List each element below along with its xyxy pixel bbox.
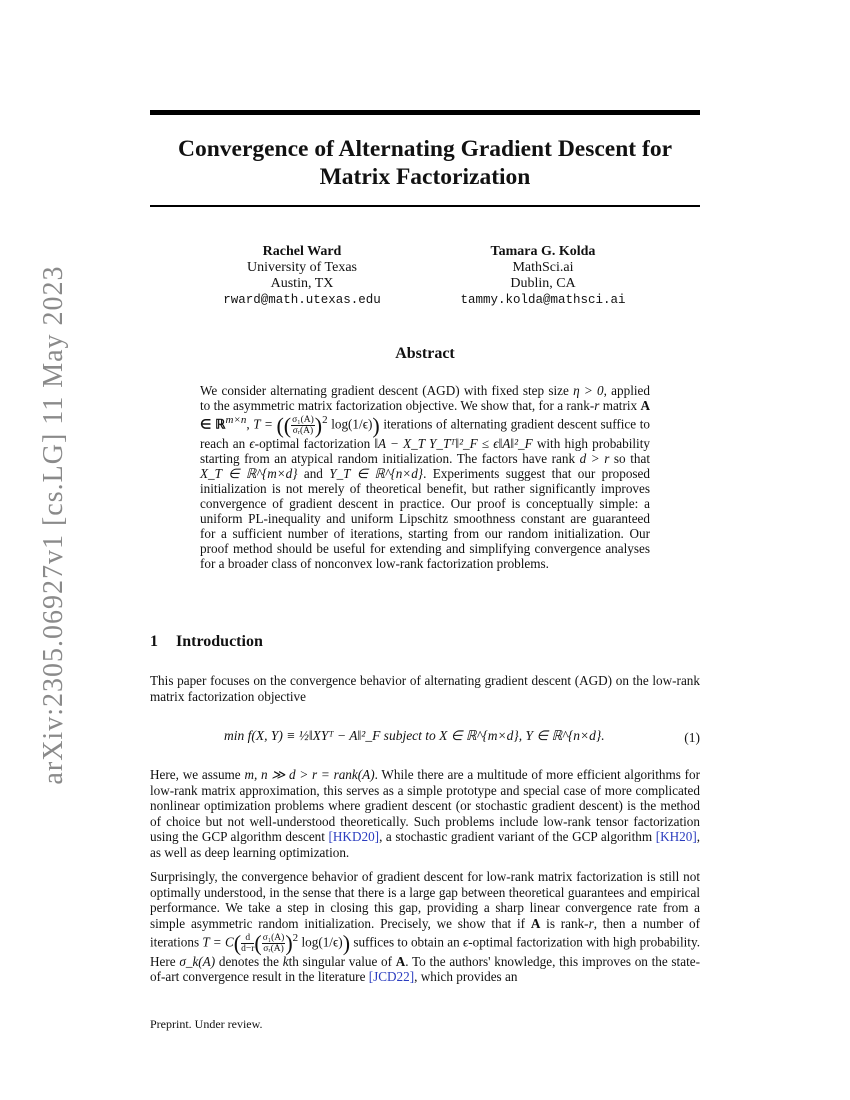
paragraph-text: , which provides an bbox=[414, 969, 518, 985]
title-rule-top bbox=[150, 110, 700, 115]
math-fraction bbox=[241, 933, 254, 954]
math-inline: X_T ∈ ℝ^{m×d} bbox=[200, 465, 298, 481]
abstract-text: -optimal factorization bbox=[254, 435, 375, 451]
citation-link[interactable]: [KH20] bbox=[655, 829, 697, 844]
abstract-text: . Experiments suggest that our proposed initialization is not merely of theoretical benefit, but rather significantly improves convergence of gradient descent in practice. Our proof is conceptually simple: a uniform PL-inequality and uniform Lipschitz smoothness constant are guaranteed for a sufficient number of iterations, starting from our random initialization. Our proof method should be useful for extending and simplifying convergence analyses for a broader class of nonconvex low-rank factorization problems. bbox=[200, 465, 651, 571]
paragraph-text: , as well as deep learning optimization. bbox=[150, 829, 701, 860]
author-block-1 bbox=[187, 244, 417, 308]
math-inline: d > r bbox=[579, 450, 610, 466]
paragraph-text: suffices to obtain an bbox=[350, 934, 463, 950]
math-inline: ϵ bbox=[249, 435, 255, 451]
author-location: Austin, TX bbox=[270, 276, 334, 291]
intro-paragraph-1 bbox=[150, 673, 700, 704]
equation-expression: min f(X, Y) ≡ ½‖XYᵀ − A‖²_F subject to X ∈ ℝ^{m×d}, Y ∈ ℝ^{n×d}. bbox=[224, 728, 605, 743]
math-inline: A ∈ ℝ bbox=[200, 398, 650, 432]
paragraph-text: This paper focuses on the convergence behavior of alternating gradient descent (AGD) on the low-rank matrix factorization objective bbox=[150, 673, 700, 704]
author-block-2 bbox=[428, 244, 658, 308]
citation-link[interactable]: [JCD22] bbox=[368, 969, 415, 985]
section-title: Introduction bbox=[176, 633, 263, 650]
arxiv-identifier: arXiv:2305.06927v1 [cs.LG] 11 May 2023 bbox=[38, 265, 69, 785]
math-inline: log(1/ϵ) bbox=[331, 416, 373, 432]
paper-title: Convergence of Alternating Gradient Descent for Matrix Factorization bbox=[177, 136, 673, 190]
abstract-heading: Abstract bbox=[395, 345, 455, 362]
arxiv-sidebar bbox=[0, 0, 69, 1100]
math-fraction bbox=[262, 933, 286, 954]
fraction-denominator: σᵣ(A) bbox=[292, 425, 314, 436]
author-name: Tamara G. Kolda bbox=[490, 244, 596, 259]
paragraph-text: denotes the bbox=[215, 953, 283, 969]
author-name: Rachel Ward bbox=[262, 244, 342, 259]
title-rule-bottom bbox=[150, 205, 700, 207]
section-heading bbox=[150, 633, 263, 651]
author-email[interactable]: tammy.kolda@mathsci.ai bbox=[460, 293, 626, 307]
intro-paragraph-2 bbox=[150, 767, 700, 860]
math-inline: m, n ≫ d > r = rank(A) bbox=[244, 767, 375, 782]
abstract-text: with high probability starting from an atypical random initialization. The factors have rank bbox=[200, 435, 650, 466]
equation-1 bbox=[150, 722, 700, 754]
abstract-text: , bbox=[246, 416, 254, 432]
author-email[interactable]: rward@math.utexas.edu bbox=[223, 293, 381, 307]
paragraph-text: is rank- bbox=[540, 915, 589, 931]
math-inline: T = bbox=[253, 416, 277, 432]
paragraph-text: . While there are a multitude of more efficient algorithms for low-rank matrix approximation, this serves as a simple prototype and special case of more complicated nonlinear optimization problems where gradient descent (or stochastic gradient descent) is the method of choice but not well-understood theoretically. Such problems include low-rank tensor factorization using the GCP algorithm descent bbox=[150, 767, 700, 844]
author-affiliation: MathSci.ai bbox=[512, 260, 574, 275]
math-fraction bbox=[291, 415, 315, 436]
paragraph-text: , a stochastic gradient variant of the GCP algorithm bbox=[379, 829, 656, 844]
abstract-text: matrix bbox=[599, 398, 641, 413]
citation-link[interactable]: [HKD20] bbox=[328, 829, 380, 844]
math-inline: Y_T ∈ ℝ^{n×d} bbox=[329, 465, 424, 481]
math-inline: ‖A − X_T Y_Tᵀ‖²_F ≤ ϵ‖A‖²_F bbox=[374, 435, 533, 451]
fraction-numerator: d bbox=[241, 933, 254, 944]
paragraph-text: , then a number of iterations bbox=[150, 915, 700, 950]
math-inline: A bbox=[395, 953, 406, 969]
paragraph-text: th singular value of bbox=[288, 953, 396, 969]
paragraph-text: . To the authors' knowledge, this improves on the state-of-art convergence result in the literature bbox=[150, 953, 700, 985]
fraction-denominator: σᵣ(A) bbox=[263, 943, 284, 954]
author-affiliation: University of Texas bbox=[247, 260, 357, 275]
paragraph-text: Surprisingly, the convergence behavior of gradient descent for low-rank matrix factorization is still not optimally understood, in the sense that there is a large gap between theoretical guarantees and empirical performance. We take a step in closing this gap, providing a sharp linear convergence rate from a simple asymmetric random initialization. Precisely, we show that if bbox=[150, 869, 700, 931]
math-inline: r bbox=[588, 915, 594, 931]
fraction-denominator: d−r bbox=[241, 943, 255, 954]
fraction-numerator: σ₁(A) bbox=[292, 414, 314, 425]
abstract-body: We consider alternating gradient descent (AGD) with fixed step size η > 0, applied to the asymmetric matrix factorization objective. We show that, for a rank-r matrix A ∈ ℝ$^{m\times n}$, T = (( $\frac{\text{σ₁(A)}}{\text{σᵣ(A)}}$ )$^2$ log(1/ϵ)) iterations of alternating gradient descent suffice to reach an ϵ-optimal factorization ‖A − X_T Y_Tᵀ‖²_F ≤ ϵ‖A‖²_F with high probability starting from an atypical random initialization. The factors have rank d > r so that X_T ∈ ℝ^{m×d} and Y_T ∈ ℝ^{n×d}. Experiments suggest that our proposed initialization is not merely of theoretical benefit, but rather significantly improves convergence of gradient descent in practice. Our proof is conceptually simple: a uniform PL-inequality and uniform Lipschitz smoothness constant are guaranteed for a sufficient number of iterations, starting from our random initialization. Our proof method should be useful for extending and simplifying convergence analyses for a broader class of nonconvex low-rank factorization problems. bbox=[200, 383, 651, 571]
intro-paragraph-3: Surprisingly, the convergence behavior of gradient descent for low-rank matrix factorization is still not optimally understood, in the sense that there is a large gap between theoretical guarantees and empirical performance. We take a step in closing this gap, providing a sharp linear convergence rate from a simple asymmetric random initialization. Precisely, we show that if A is rank-r, then a number of iterations T = C( $\frac{d}{d-r}$ ( $\frac{\text{σ₁(A)}}{\text{σᵣ(A)}}$ )$^2$ log(1/ϵ)) suffices to obtain an ϵ-optimal factorization with high probability. Here σ_k(A) denotes the kth singular value of A. To the authors' knowledge, this improves on the state-of-art convergence result in the literature [JCD22], which provides an bbox=[150, 869, 700, 985]
math-inline: σ_k(A) bbox=[179, 953, 216, 969]
abstract-text: so that bbox=[609, 450, 650, 466]
math-inline: ϵ bbox=[462, 934, 469, 950]
math-inline: log(1/ϵ) bbox=[301, 934, 343, 950]
abstract-text: iterations of alternating gradient descent suffice to reach an bbox=[200, 416, 650, 451]
abstract-text: , applied to the asymmetric matrix factorization objective. We show that, for a rank- bbox=[200, 383, 650, 413]
abstract-text: and bbox=[297, 465, 330, 481]
author-location: Dublin, CA bbox=[510, 276, 576, 291]
math-inline: η > 0 bbox=[573, 383, 604, 398]
fraction-numerator: σ₁(A) bbox=[262, 932, 285, 943]
paragraph-text: -optimal factorization with high probability. Here bbox=[150, 934, 700, 969]
math-superscript: m×n bbox=[225, 414, 247, 426]
math-inline: A bbox=[530, 915, 541, 931]
section-number: 1 bbox=[150, 633, 158, 650]
math-inline: k bbox=[282, 953, 289, 969]
math-inline: r bbox=[594, 398, 600, 413]
abstract-text: We consider alternating gradient descent (AGD) with fixed step size bbox=[200, 383, 574, 398]
math-inline: T = C bbox=[202, 934, 234, 950]
equation-number: (1) bbox=[684, 730, 700, 745]
footer-note: Preprint. Under review. bbox=[150, 1017, 263, 1031]
paragraph-text: Here, we assume bbox=[150, 767, 245, 782]
